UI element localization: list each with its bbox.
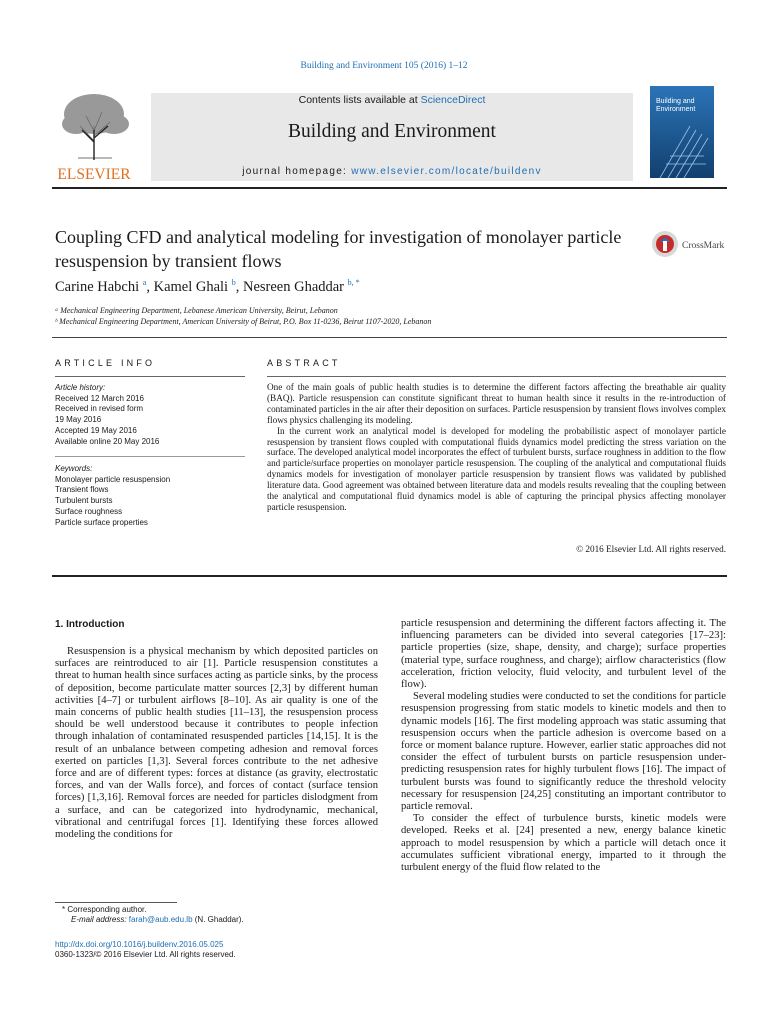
author-affiliation-mark[interactable]: a [142, 278, 147, 287]
abstract-paragraph: In the current work an analytical model is developed for modeling the probabilistic aspect of monolayer particle resuspension by transient flows coupled with computational fluids dynamics model predicting the stress variation on the surface. The developed analytical model incorporates the effect of turbulent bursts, surface roughness in addition to the flow and particle/surface properties on monolayer particle resuspension. The coupling of the analytical and computational fluids dynamics models for investigation of monolayer particle resuspension by transient flows was validated by published literature data. Good agreement was obtained between literature data and models results revealing that the coupling between the analytical and computational fluid dynamics model is able of capturing the principal physics affecting monolayer particle resuspension. [267, 425, 726, 512]
crossmark-badge[interactable] [651, 229, 731, 259]
keyword: Monolayer particle resuspension [55, 474, 171, 484]
sciencedirect-link[interactable]: ScienceDirect [420, 94, 486, 106]
history-label: Article history: [55, 383, 106, 392]
abstract-copyright: © 2016 Elsevier Ltd. All rights reserved. [576, 544, 726, 554]
article-history [55, 383, 245, 447]
email-suffix: (N. Ghaddar). [192, 915, 244, 924]
body-paragraph: particle resuspension and determining the different factors affecting it. The influencing parameters can be divided into several categories [17–23]: particle properties (size, shape, density, and charge); surface properties (material type, surface roughness, and charge); airflow characteristics (flow acceleration, friction velocity, fluid velocity, and turbulent level of the flow). [401, 618, 726, 691]
journal-homepage [151, 166, 633, 177]
doi-link[interactable]: http://dx.doi.org/10.1016/j.buildenv.2016.05.025 [55, 940, 224, 949]
history-line: Accepted 19 May 2016 [55, 425, 137, 435]
keywords-rule [55, 456, 245, 457]
abstract-paragraph: One of the main goals of public health studies is to determine the different factors affecting the breathable air quality (BAQ). Particle resuspension can constitute significant threat to human health since it results in the re-introduction of contaminated particles in the air after their deposition on surfaces. Particle resuspension by transient flows involves complex flows physics challenging its modeling. [267, 382, 726, 425]
abstract-heading: ABSTRACT [267, 358, 341, 368]
history-line: 19 May 2016 [55, 415, 102, 425]
header-rule [52, 187, 727, 189]
body-right-column [401, 618, 726, 874]
email-link[interactable]: farah@aub.edu.lb [128, 915, 193, 924]
elsevier-logo [52, 86, 136, 182]
body-paragraph: Resuspension is a physical mechanism by which deposited particles on surfaces are reintroduced to air [1]. Particle resuspension constitutes a threat to human health since surfaces acting as particle sinks, by the process of deposition, become particulate matter sources [2,3] by different human activities [4–7] or turbulent airflows [8–10]. As air quality is one of the main concerns of public health studies [11–13], the resuspension process should be well understood because it contributes to people infection through inhalation of contaminated resuspended particles [14,15]. It is the result of an unbalance between competing adhesion and removal forces exerted on particles [1,3]. Several forces contribute to the net adhesive force and are of different types: forces at distance (as gravity, electrostatic forces, and van der Walls force), and forces of contact (surface tension forces) [1,3,16]. Removal forces are needed for particles dislodgment from a surface, and can be categorized into hydrodynamic, mechanical, vibrational and centrifugal forces [1]. Identifying these forces allowed modeling the conditions for [55, 646, 378, 841]
journal-citation[interactable]: Building and Environment 105 (2016) 1–12 [300, 61, 468, 71]
keyword: Particle surface properties [55, 517, 148, 527]
title-rule [52, 337, 727, 338]
author-affiliation-mark[interactable]: b [231, 278, 236, 287]
author-name: Nesreen Ghaddar [242, 278, 345, 295]
email-note [71, 915, 244, 924]
corresponding-author-note: * Corresponding author. [62, 905, 147, 914]
svg-text:Environment: Environment [656, 106, 696, 113]
footnote-rule [55, 902, 177, 903]
history-line: Received in revised form [55, 404, 144, 414]
body-paragraph: To consider the effect of turbulence bursts, kinetic models were developed. Reeks et al. [24] presented a new, energy balance kinetic approach to model resuspension by which a particle will detach once it accumulates sufficient vibrational energy, imparted to it through the turbulent energy of the fluid flow related to the [401, 813, 726, 874]
affiliation: ᵃ Mechanical Engineering Department, Lebanese American University, Beirut, Lebanon [55, 306, 338, 315]
abstract-end-rule [52, 575, 727, 577]
contents-label: Contents lists available at [298, 94, 421, 106]
section-heading: 1. Introduction [55, 619, 125, 630]
body-paragraph: Several modeling studies were conducted to set the conditions for particle resuspension progressing from static models to kinetic models and then to dynamic models [16]. The first modeling approach was static assuming that resuspension occurs when the particle adhesion is overcome based on a force or moment balance rupture. However, earlier static approaches did not consider the effect of turbulent bursts on particle resuspension under-predicting resuspension rates for highly turbulent flows [16]. The impact of turbulent bursts was found to significantly reduce the threshold velocity necessary for resuspension [24,25] constituting an important contributor to particle removal. [401, 691, 727, 813]
journal-title: Building and Environment [288, 121, 496, 142]
body-left-column [55, 646, 378, 841]
history-line: Received 12 March 2016 [55, 393, 144, 403]
history-line: Available online 20 May 2016 [55, 436, 160, 446]
issn-copyright: 0360-1323/© 2016 Elsevier Ltd. All rights reserved. [55, 950, 236, 959]
svg-text:Building and: Building and [656, 98, 695, 105]
abstract-text [267, 382, 726, 513]
keywords [55, 464, 245, 528]
author-affiliation-mark[interactable]: b, * [347, 278, 360, 287]
email-label: E-mail address: [71, 915, 129, 924]
author-name: Kamel Ghali [153, 278, 229, 295]
article-info-rule [55, 376, 245, 377]
author-list: Carine Habchi $^a$, Kamel Ghali $^b$, Nesreen Ghaddar $^{b, *}$ [55, 278, 360, 295]
journal-cover-image [650, 86, 714, 178]
affiliation: ᵇ Mechanical Engineering Department, American University of Beirut, P.O. Box 11-0236, Beirut 1107-2020, Lebanon [55, 317, 432, 326]
article-title: Coupling CFD and analytical modeling for investigation of monolayer particle resuspension by transient flows [55, 227, 622, 271]
author-name: Carine Habchi [55, 278, 140, 295]
crossmark-label: CrossMark [682, 241, 725, 251]
keyword: Turbulent bursts [55, 496, 113, 506]
abstract-rule [267, 376, 726, 377]
contents-line [151, 94, 633, 106]
keyword: Transient flows [55, 485, 109, 495]
keyword: Surface roughness [55, 506, 123, 516]
homepage-link[interactable]: www.elsevier.com/locate/buildenv [351, 166, 542, 177]
publisher-wordmark: ELSEVIER [57, 166, 131, 182]
keywords-label: Keywords: [55, 464, 93, 473]
homepage-label: journal homepage: [242, 166, 352, 177]
article-info-heading: ARTICLE INFO [55, 358, 156, 368]
